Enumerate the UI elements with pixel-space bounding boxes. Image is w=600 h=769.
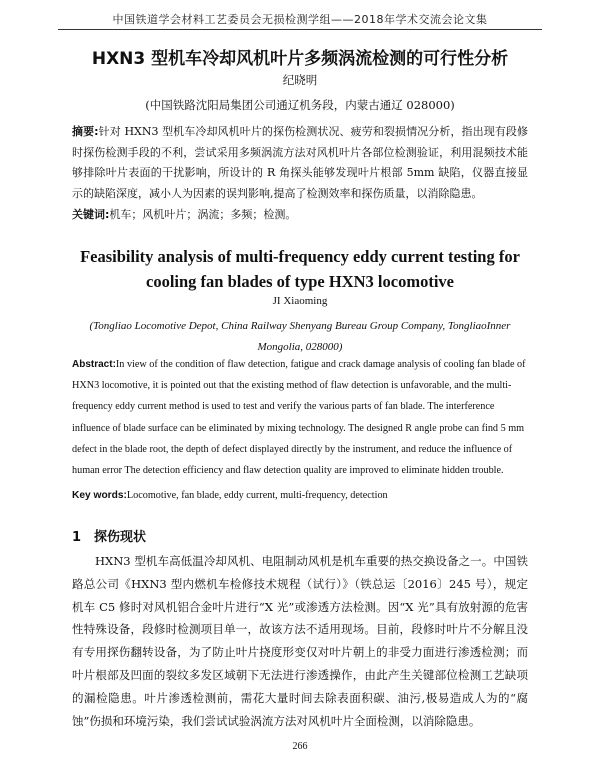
section-body: HXN3 型机车高低温冷却风机、电阻制动风机是机车重要的热交换设备之一。中国铁路总公司《HXN3 型内燃机车检修技术规程（试行）》（铁总运〔2016〕245 号），规定机车 C5 修时对风机铝合金叶片进行“X 光”或渗透方法检测。因“X 光”具有放射源的危害性特殊设备，段修时检测项目单一，故该方法不适用现场。目前，段修时叶片不分解且没有专用探伤翻转设备，为了防止叶片挠度形变仅对叶片朝上的非受力面进行渗透检测；而叶片根部及凹面的裂纹多发区域朝下无法进行渗透操作，由此产生关键部位检测工艺缺项的漏检隐患。叶片渗透检测前，需花大量时间去除表面积碳、油污,极易造成人为的“腐蚀”伤损和环境污染，我们尝试试验涡流方法对风机叶片全面检测，以消除隐患。 (72, 554, 528, 728)
abstract-cn (72, 122, 528, 204)
section-heading (72, 526, 528, 545)
section-title: 探伤现状 (94, 530, 147, 545)
header-rule (58, 29, 542, 30)
keywords-cn-text: 机车；风机叶片；涡流；多频；检测。 (109, 208, 297, 221)
abstract-en (72, 354, 528, 481)
affiliation-cn: (中国铁路沈阳局集团公司通辽机务段，内蒙古通辽 028000) (145, 98, 455, 112)
keywords-cn (72, 206, 528, 224)
section-number: 1 (72, 530, 82, 545)
abstract-en-text: In view of the condition of flaw detection, fatigue and crack damage analysis of cooling fan blade of HXN3 locomotive, it is pointed out that the existing method of flaw detection is unfavorable, and the multi-frequency eddy current method is used to test and verify the various parts of fan blade. The interference influence of blade surface can be eliminated by mixing technology. The designed R angle probe can find 5 mm defect in the blade root, the depth of defect displayed directly by the instrument, and reduce the influence of human error The detection efficiency and flaw detection quality are improved to eliminate hidden trouble. (72, 359, 526, 477)
title-cn: HXN3 型机车冷却风机叶片多频涡流检测的可行性分析 (91, 49, 509, 69)
affiliation-en: (Tongliao Locomotive Depot, China Railway Shenyang Bureau Group Company, TongliaoInner Mongolia, 028000) (89, 320, 511, 353)
author-en: JI Xiaoming (272, 295, 328, 307)
keywords-en-label: Key words: (72, 490, 127, 501)
keywords-en-text: Locomotive, fan blade, eddy current, multi-frequency, detection (126, 490, 388, 501)
running-header: 中国铁道学会材料工艺委员会无损检测学组——2018年学术交流会论文集 (112, 13, 488, 26)
abstract-cn-text: 针对 HXN3 型机车冷却风机叶片的探伤检测状况、疲劳和裂损情况分析，指出现有段修时探伤检测手段的不利，尝试采用多频涡流方法对风机叶片各部位检测验证，利用混频技术能够排除叶片表面的干扰影响，所设计的 R 角探头能够发现叶片根部 5mm 缺陷，仪器直接显示的缺陷深度，减小人为因素的误判影响,提高了检测效率和探伤质量，以消除隐患。 (72, 125, 528, 200)
author-cn: 纪晓明 (282, 73, 318, 87)
title-en: Feasibility analysis of multi-frequency eddy current testing for cooling fan blades of type HXN3 locomotive (80, 247, 520, 291)
keywords-cn-label: 关键词: (72, 208, 110, 221)
abstract-cn-label: 摘要: (72, 125, 99, 138)
abstract-en-label: Abstract: (72, 359, 116, 370)
page-number: 266 (292, 741, 308, 752)
keywords-en (72, 487, 528, 505)
